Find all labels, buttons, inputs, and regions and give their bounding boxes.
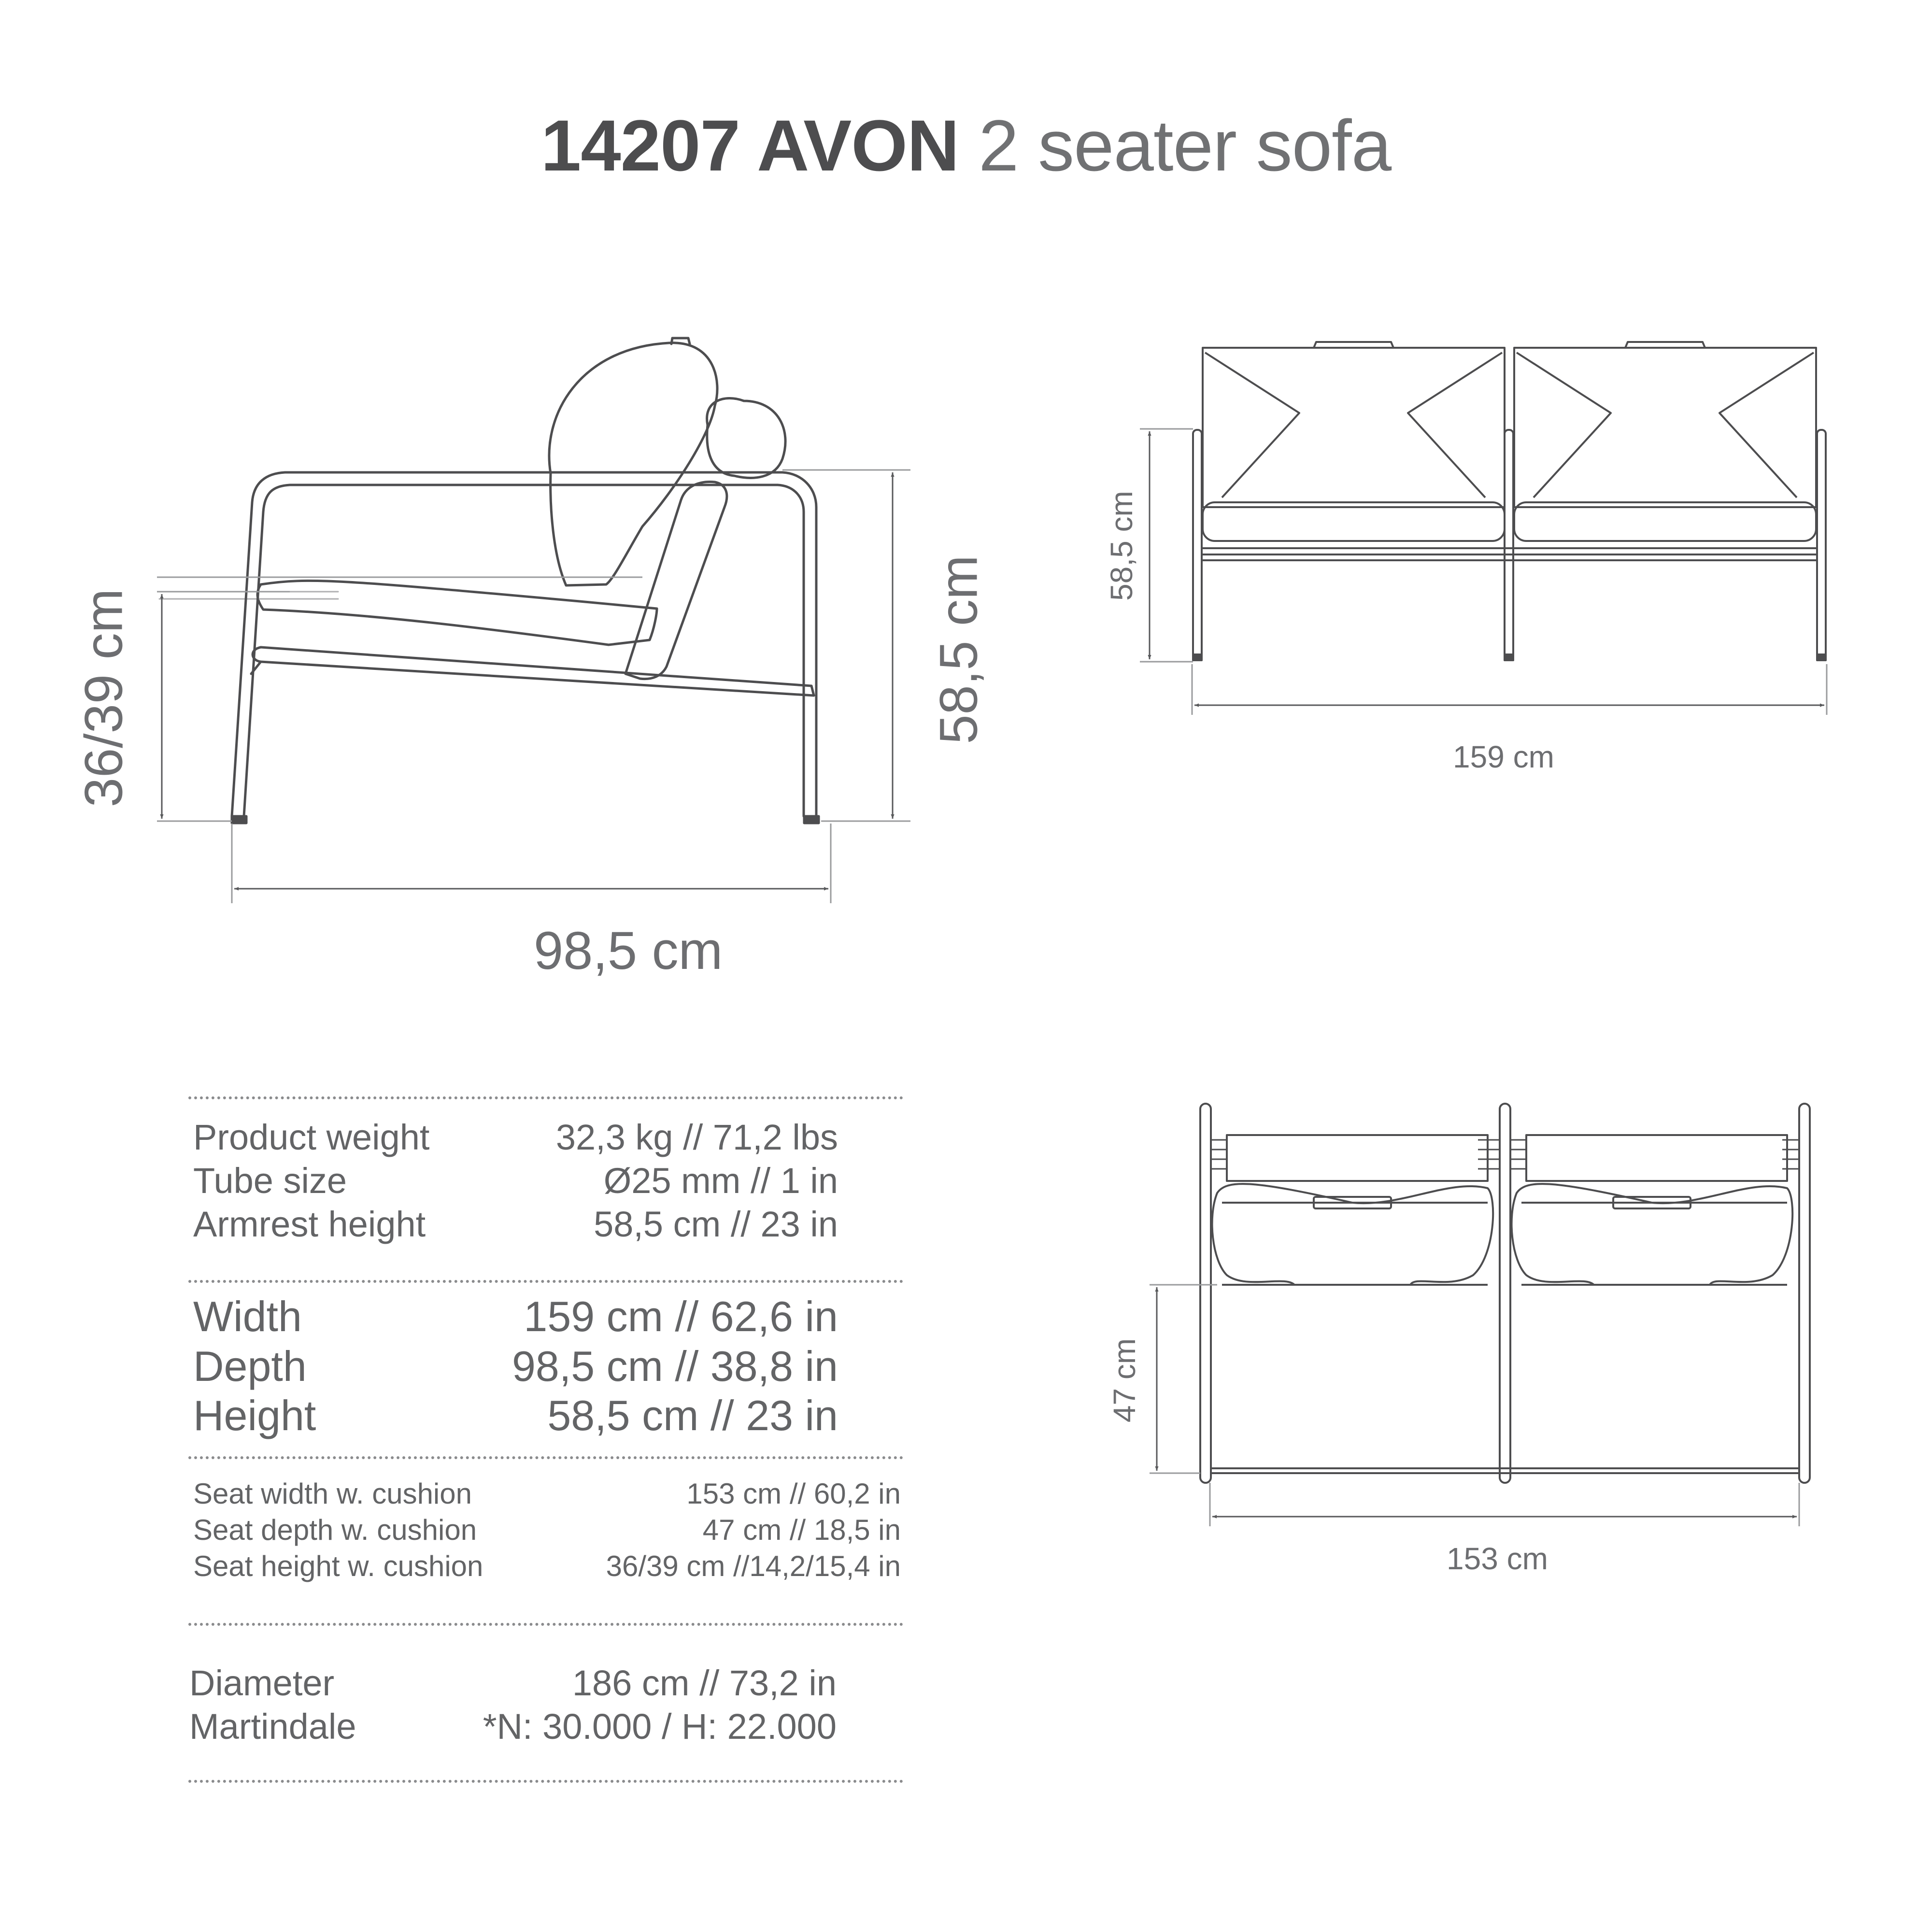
separator <box>188 1456 903 1459</box>
spec-value: 159 cm // 62,6 in <box>524 1293 838 1340</box>
back-strip-right <box>1526 1135 1787 1181</box>
front-view-drawing <box>1193 342 1826 660</box>
product-code: 14207 AVON <box>540 105 959 186</box>
spec-value: 58,5 cm // 23 in <box>547 1392 838 1439</box>
spec-value: 36/39 cm //14,2/15,4 in <box>606 1550 901 1582</box>
spec-value: Ø25 mm // 1 in <box>603 1161 838 1201</box>
spec-label: Seat width w. cushion <box>193 1477 472 1510</box>
recline-tube <box>625 482 727 679</box>
seat-rail <box>253 647 814 696</box>
separator <box>188 1623 903 1626</box>
leg-right <box>1817 430 1826 659</box>
back-cushion-top-left <box>1212 1184 1493 1285</box>
spec-value: 32,3 kg // 71,2 lbs <box>555 1117 838 1157</box>
separator <box>188 1280 903 1283</box>
spec-label: Martindale <box>189 1706 356 1747</box>
seat-cushion <box>257 581 657 645</box>
spec-value: 47 cm // 18,5 in <box>702 1514 901 1546</box>
spec-label: Tube size <box>193 1161 347 1201</box>
spec-label: Product weight <box>193 1117 430 1157</box>
spec-label: Seat depth w. cushion <box>193 1514 477 1546</box>
product-subtitle: 2 seater sofa <box>978 105 1392 186</box>
back-cushion-left <box>1203 348 1505 507</box>
leg-left <box>1193 430 1202 659</box>
side-view-dimensions <box>157 470 910 903</box>
top-depth-label: 47 cm <box>1107 1338 1142 1423</box>
frame-right <box>1799 1104 1810 1483</box>
separator <box>188 1780 903 1783</box>
spec-label: Armrest height <box>193 1204 426 1244</box>
side-height-label: 58,5 cm <box>929 555 989 744</box>
front-width-label: 159 cm <box>1453 739 1554 774</box>
spec-label: Depth <box>193 1342 307 1390</box>
spec-value: 186 cm // 73,2 in <box>572 1663 837 1703</box>
side-view-drawing <box>159 338 819 823</box>
top-width-label: 153 cm <box>1447 1541 1548 1576</box>
spec-value: 58,5 cm // 23 in <box>594 1204 838 1244</box>
side-seat-height-label: 36/39 cm <box>74 588 134 808</box>
side-depth-label: 98,5 cm <box>534 921 723 980</box>
spec-label: Diameter <box>189 1663 335 1703</box>
back-cushion <box>549 343 717 585</box>
spec-value: 98,5 cm // 38,8 in <box>511 1342 838 1390</box>
front-view-dimensions <box>1140 429 1827 715</box>
leg-middle <box>1505 430 1513 659</box>
top-view-dimensions <box>1150 1285 1799 1526</box>
frame-left <box>1200 1104 1211 1483</box>
pillow <box>707 398 785 478</box>
spec-value: 153 cm // 60,2 in <box>686 1477 901 1510</box>
back-strip-left <box>1227 1135 1488 1181</box>
spec-value: *N: 30.000 / H: 22.000 <box>483 1706 837 1747</box>
spec-label: Height <box>193 1392 316 1439</box>
back-cushion-right <box>1514 348 1816 507</box>
frame-middle <box>1500 1104 1510 1483</box>
front-height-label: 58,5 cm <box>1104 491 1139 601</box>
spec-label: Width <box>193 1293 302 1340</box>
separator <box>188 1096 903 1099</box>
top-view-drawing <box>1200 1104 1816 1483</box>
spec-label: Seat height w. cushion <box>193 1550 483 1582</box>
outer-frame <box>232 472 816 816</box>
back-cushion-top-right <box>1512 1184 1793 1285</box>
